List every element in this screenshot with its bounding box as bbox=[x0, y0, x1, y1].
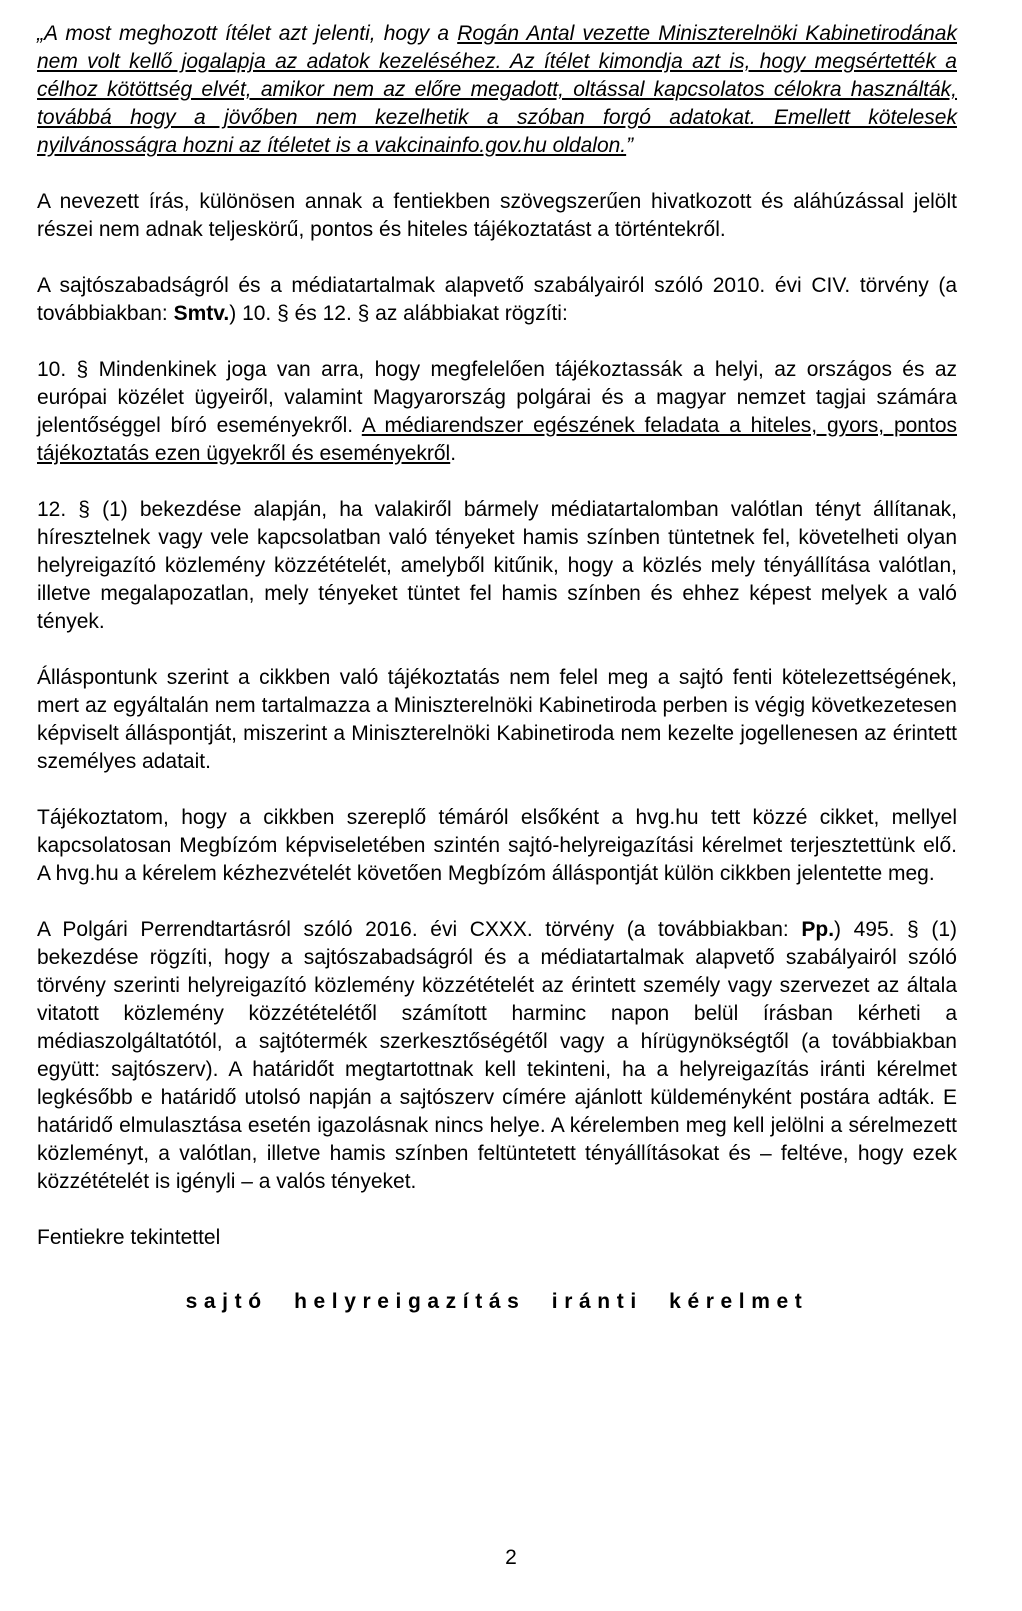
section-12-paragraph: 12. § (1) bekezdése alapján, ha valakiről bármely médiatartalomban valótlan tényt állítanak, híresztelnek vagy vele kapcsolatban való tényeket hamis színben tüntetnek fel, követelheti olyan helyreigazító közlemény közzétételét, amelyből kitűnik, hogy a közlés mely tényállítása valótlan, illetve megalapozatlan, mely tényeket tüntet fel hamis színben és ehhez képest melyek a való tények. bbox=[37, 498, 957, 633]
request-title: sajtó helyreigazítás iránti kérelmet bbox=[185, 1290, 809, 1313]
quote-close-mark: ” bbox=[626, 134, 634, 157]
hvg-paragraph: Tájékoztatom, hogy a cikkben szereplő témáról elsőként a hvg.hu tett közzé cikket, mellyel kapcsolatosan Megbízóm képviseletében szintén sajtó-helyreigazítási kérelmet terjesztettünk elő. A hvg.hu a kérelem kézhezvételét követően Megbízóm álláspontját külön cikkben jelentette meg. bbox=[37, 806, 957, 885]
closing-line: Fentiekre tekintettel bbox=[37, 1226, 221, 1249]
section-10-underlined: A médiarendszer egészének feladata a hiteles, gyors, pontos tájékoztatás ezen ügyekről és eseményekről bbox=[37, 414, 957, 465]
page-number: 2 bbox=[505, 1546, 517, 1569]
quote-lead: „A most meghozott ítélet azt jelenti, hogy a bbox=[37, 22, 458, 45]
quoted-article-excerpt bbox=[37, 20, 957, 160]
quote-underlined-text: Rogán Antal vezette Miniszterelnöki Kabinetirodának nem volt kellő jogalapja az adatok kezeléséhez. Az ítélet kimondja azt is, hogy megsértették a célhoz kötöttség elvét, amikor nem az előre megadott, oltással kapcsolatos célokra használták, továbbá hogy a jövőben nem kezelhetik a szóban forgó adatokat. Emellett kötelesek nyilvánosságra hozni az ítéletet is a vakcinainfo.gov.hu oldalon. bbox=[37, 22, 957, 157]
pp-paragraph bbox=[37, 916, 957, 1196]
assessment-paragraph: A nevezett írás, különösen annak a fentiekben szövegszerűen hivatkozott és aláhúzással jelölt részei nem adnak teljeskörű, pontos és hiteles tájékoztatást a történtekről. bbox=[37, 190, 957, 241]
pp-abbrev: Pp. bbox=[801, 918, 835, 941]
pp-text-1: A Polgári Perrendtartásról szóló 2016. évi CXXX. törvény (a továbbiakban: bbox=[37, 918, 802, 941]
document-page bbox=[37, 20, 957, 1316]
position-paragraph: Álláspontunk szerint a cikkben való tájékoztatás nem felel meg a sajtó fenti kötelezettségének, mert az egyáltalán nem tartalmazza a Miniszterelnöki Kabinetiroda perben is végig következetesen képviselt álláspontját, miszerint a Miniszterelnöki Kabinetiroda nem kezelte jogellenesen az érintett személyes adatait. bbox=[37, 666, 957, 773]
smtv-intro-paragraph bbox=[37, 272, 957, 328]
pp-text-2: ) 495. § (1) bekezdése rögzíti, hogy a sajtószabadságról és a médiatartalmak alapvető szabályairól szóló törvény szerinti helyreigazító közlemény közzétételét az érintett személy vagy szervezet az általa vitatott közlemény közzétételétől számított harminc napon belül írásban kérheti a médiaszolgáltatótól, a sajtótermék szerkesztőségétől vagy a hírügynökségtől (a továbbiakban együtt: sajtószerv). A határidőt megtartottnak kell tekinteni, ha a helyreigazítás iránti kérelmet legkésőbb e határidő utolsó napján a sajtószerv címére ajánlott küldeményként postára adták. E határidő elmulasztása esetén igazolásnak nincs helye. A kérelemben meg kell jelölni a sérelmezett közleményt, a valótlan, illetve hamis színben feltüntetett tényállításokat és – feltéve, hogy ezek közzétételét is igényli – a valós tényeket. bbox=[37, 918, 957, 1193]
smtv-abbrev: Smtv. bbox=[173, 302, 230, 325]
section-10-paragraph bbox=[37, 356, 957, 468]
smtv-text-2: ) 10. § és 12. § az alábbiakat rögzíti: bbox=[229, 302, 568, 325]
smtv-text-1: A sajtószabadságról és a médiatartalmak alapvető szabályairól szóló 2010. évi CIV. törvény (a továbbiakban: bbox=[37, 274, 957, 325]
section-10-text: 10. § Mindenkinek joga van arra, hogy megfelelően tájékoztassák a helyi, az országos és az európai közélet ügyeiről, valamint Magyarország polgárai és a magyar nemzet tagjai számára jelentőséggel bíró eseményekről. bbox=[37, 358, 957, 437]
section-10-end: . bbox=[450, 442, 457, 465]
